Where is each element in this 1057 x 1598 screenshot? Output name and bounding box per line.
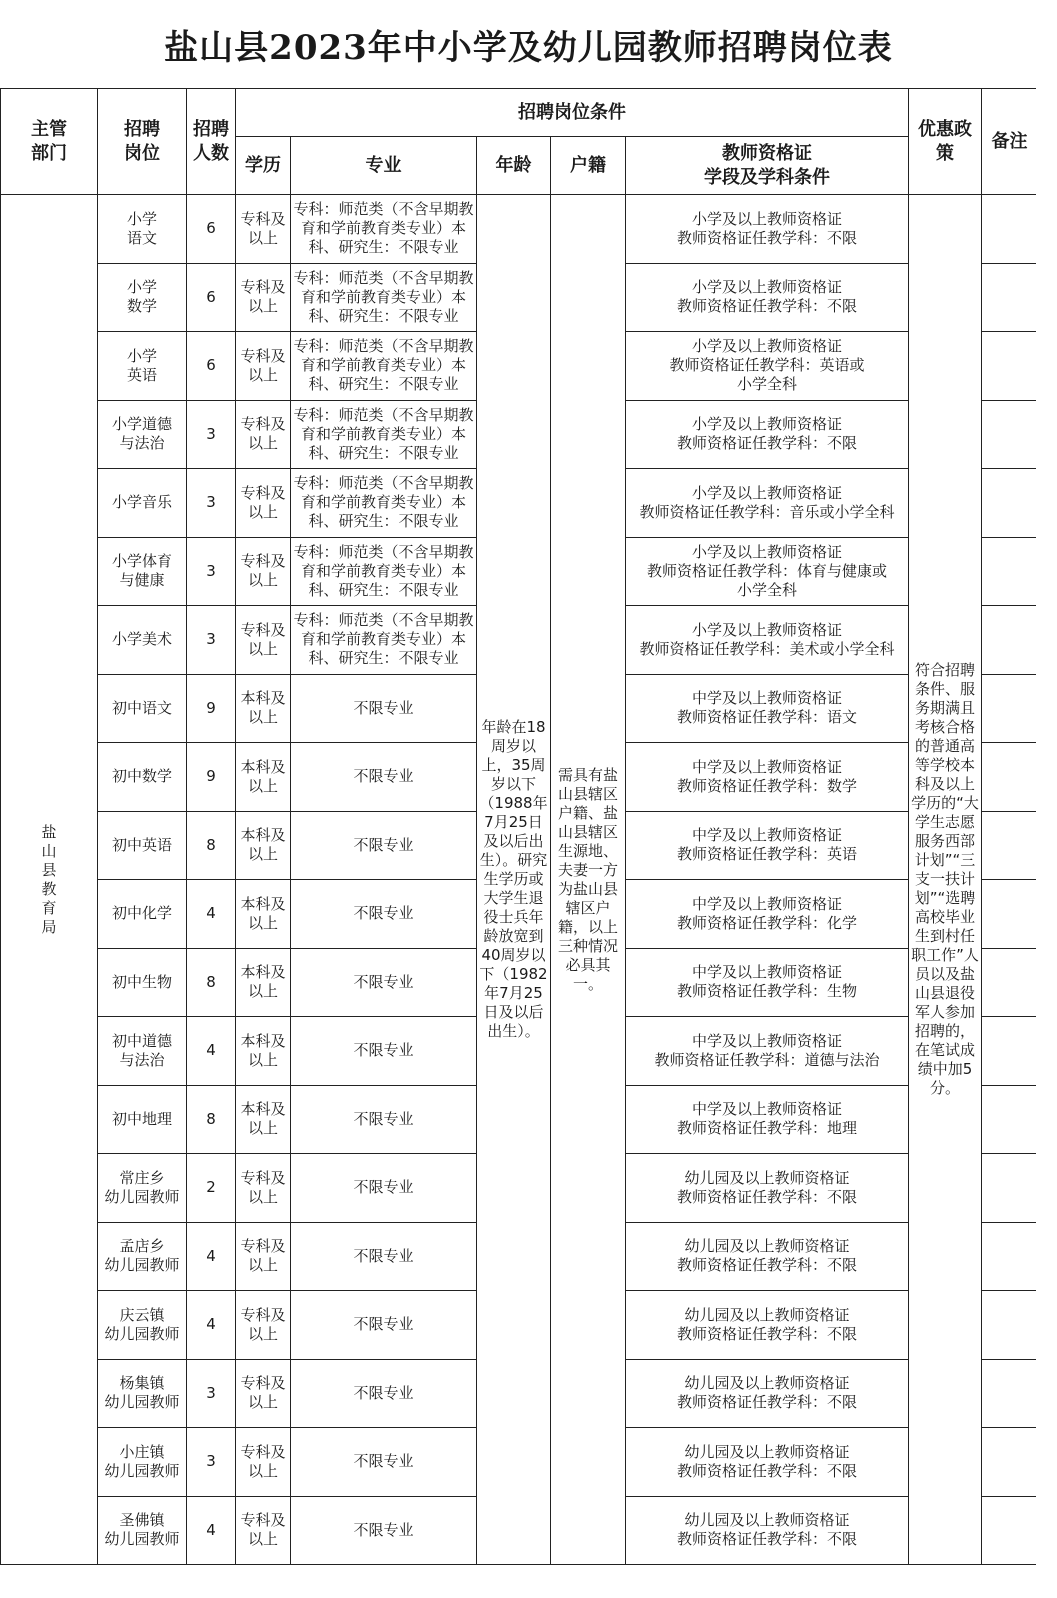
header-count: 招聘 人数 (187, 89, 236, 195)
certificate-cell: 幼儿园及以上教师资格证 教师资格证任教学科：不限 (626, 1154, 909, 1223)
note-cell (982, 1291, 1038, 1360)
education-cell: 专科及 以上 (236, 195, 291, 264)
count-cell: 6 (187, 195, 236, 264)
table-row (1, 195, 1038, 264)
header-preferential-policy: 优惠政 策 (909, 89, 982, 195)
note-cell (982, 606, 1038, 675)
major-cell: 专科：师范类（不含早期教育和学前教育类专业）本科、研究生：不限专业 (291, 332, 477, 401)
count-cell: 3 (187, 400, 236, 469)
count-cell: 4 (187, 1222, 236, 1291)
department-cell: 盐 山 县 教 育 局 (1, 195, 98, 1565)
count-cell: 2 (187, 1154, 236, 1223)
count-cell: 8 (187, 1085, 236, 1154)
note-cell (982, 811, 1038, 880)
major-cell: 专科：师范类（不含早期教育和学前教育类专业）本科、研究生：不限专业 (291, 606, 477, 675)
note-cell (982, 1085, 1038, 1154)
count-cell: 6 (187, 332, 236, 401)
header-note: 备注 (982, 89, 1038, 195)
major-cell: 不限专业 (291, 1291, 477, 1360)
count-cell: 8 (187, 811, 236, 880)
major-cell: 不限专业 (291, 1017, 477, 1086)
certificate-cell: 小学及以上教师资格证 教师资格证任教学科：不限 (626, 263, 909, 332)
position-cell: 初中英语 (98, 811, 187, 880)
position-cell: 初中数学 (98, 743, 187, 812)
major-cell: 不限专业 (291, 1428, 477, 1497)
position-cell: 小庄镇 幼儿园教师 (98, 1428, 187, 1497)
preferential-policy-cell: 符合招聘条件、服务期满且考核合格的普通高等学校本科及以上学历的“大学生志愿服务西部计划”“三支一扶计划”“选聘高校毕业生到村任职工作”人员以及盐山县退役军人参加招聘的，在笔试成绩中加5分。 (909, 195, 982, 1565)
education-cell: 专科及 以上 (236, 1222, 291, 1291)
education-cell: 本科及 以上 (236, 1017, 291, 1086)
education-cell: 专科及 以上 (236, 1291, 291, 1360)
page-title: 盐山县2023年中小学及幼儿园教师招聘岗位表 (164, 27, 893, 68)
major-cell: 不限专业 (291, 1154, 477, 1223)
count-cell: 8 (187, 948, 236, 1017)
certificate-cell: 中学及以上教师资格证 教师资格证任教学科：地理 (626, 1085, 909, 1154)
note-cell (982, 332, 1038, 401)
count-cell: 4 (187, 1017, 236, 1086)
position-cell: 小学道德 与法治 (98, 400, 187, 469)
certificate-cell: 中学及以上教师资格证 教师资格证任教学科：英语 (626, 811, 909, 880)
header-position: 招聘 岗位 (98, 89, 187, 195)
certificate-cell: 幼儿园及以上教师资格证 教师资格证任教学科：不限 (626, 1222, 909, 1291)
header-major: 专业 (291, 137, 477, 195)
position-cell: 常庄乡 幼儿园教师 (98, 1154, 187, 1223)
position-cell: 小学 数学 (98, 263, 187, 332)
count-cell: 9 (187, 674, 236, 743)
major-cell: 不限专业 (291, 948, 477, 1017)
certificate-cell: 小学及以上教师资格证 教师资格证任教学科：体育与健康或 小学全科 (626, 537, 909, 606)
position-cell: 小学美术 (98, 606, 187, 675)
note-cell (982, 1154, 1038, 1223)
position-cell: 圣佛镇 幼儿园教师 (98, 1496, 187, 1565)
certificate-cell: 小学及以上教师资格证 教师资格证任教学科：英语或 小学全科 (626, 332, 909, 401)
major-cell: 不限专业 (291, 811, 477, 880)
certificate-cell: 中学及以上教师资格证 教师资格证任教学科：化学 (626, 880, 909, 949)
major-cell: 专科：师范类（不含早期教育和学前教育类专业）本科、研究生：不限专业 (291, 400, 477, 469)
recruitment-table (0, 88, 1038, 1565)
education-cell: 本科及 以上 (236, 674, 291, 743)
certificate-cell: 中学及以上教师资格证 教师资格证任教学科：生物 (626, 948, 909, 1017)
count-cell: 4 (187, 1291, 236, 1360)
position-cell: 小学 语文 (98, 195, 187, 264)
header-education: 学历 (236, 137, 291, 195)
note-cell (982, 948, 1038, 1017)
major-cell: 不限专业 (291, 1496, 477, 1565)
count-cell: 3 (187, 1359, 236, 1428)
right-margin (1036, 88, 1057, 1598)
certificate-cell: 小学及以上教师资格证 教师资格证任教学科：美术或小学全科 (626, 606, 909, 675)
certificate-cell: 幼儿园及以上教师资格证 教师资格证任教学科：不限 (626, 1359, 909, 1428)
note-cell (982, 400, 1038, 469)
certificate-cell: 小学及以上教师资格证 教师资格证任教学科：不限 (626, 400, 909, 469)
position-cell: 孟店乡 幼儿园教师 (98, 1222, 187, 1291)
note-cell (982, 1359, 1038, 1428)
note-cell (982, 743, 1038, 812)
education-cell: 专科及 以上 (236, 400, 291, 469)
position-cell: 小学 英语 (98, 332, 187, 401)
note-cell (982, 195, 1038, 264)
position-cell: 初中生物 (98, 948, 187, 1017)
header-conditions: 招聘岗位条件 (236, 89, 909, 137)
major-cell: 专科：师范类（不含早期教育和学前教育类专业）本科、研究生：不限专业 (291, 469, 477, 538)
major-cell: 专科：师范类（不含早期教育和学前教育类专业）本科、研究生：不限专业 (291, 195, 477, 264)
count-cell: 3 (187, 469, 236, 538)
note-cell (982, 1017, 1038, 1086)
education-cell: 专科及 以上 (236, 1359, 291, 1428)
certificate-cell: 幼儿园及以上教师资格证 教师资格证任教学科：不限 (626, 1291, 909, 1360)
major-cell: 不限专业 (291, 880, 477, 949)
major-cell: 不限专业 (291, 674, 477, 743)
count-cell: 3 (187, 537, 236, 606)
education-cell: 专科及 以上 (236, 263, 291, 332)
header-dept: 主管 部门 (1, 89, 98, 195)
certificate-cell: 小学及以上教师资格证 教师资格证任教学科：音乐或小学全科 (626, 469, 909, 538)
header-age: 年龄 (477, 137, 551, 195)
certificate-cell: 小学及以上教师资格证 教师资格证任教学科：不限 (626, 195, 909, 264)
count-cell: 9 (187, 743, 236, 812)
certificate-cell: 中学及以上教师资格证 教师资格证任教学科：道德与法治 (626, 1017, 909, 1086)
note-cell (982, 469, 1038, 538)
certificate-cell: 幼儿园及以上教师资格证 教师资格证任教学科：不限 (626, 1496, 909, 1565)
count-cell: 4 (187, 880, 236, 949)
position-cell: 初中语文 (98, 674, 187, 743)
note-cell (982, 263, 1038, 332)
note-cell (982, 674, 1038, 743)
certificate-cell: 幼儿园及以上教师资格证 教师资格证任教学科：不限 (626, 1428, 909, 1497)
education-cell: 专科及 以上 (236, 469, 291, 538)
position-cell: 庆云镇 幼儿园教师 (98, 1291, 187, 1360)
note-cell (982, 1428, 1038, 1497)
education-cell: 本科及 以上 (236, 743, 291, 812)
note-cell (982, 537, 1038, 606)
education-cell: 本科及 以上 (236, 1085, 291, 1154)
position-cell: 杨集镇 幼儿园教师 (98, 1359, 187, 1428)
household-cell: 需具有盐山县辖区户籍、盐山县辖区生源地、夫妻一方为盐山县辖区户籍，以上三种情况必具其一。 (551, 195, 626, 1565)
education-cell: 本科及 以上 (236, 811, 291, 880)
position-cell: 小学音乐 (98, 469, 187, 538)
education-cell: 本科及 以上 (236, 880, 291, 949)
education-cell: 专科及 以上 (236, 1154, 291, 1223)
position-cell: 初中道德 与法治 (98, 1017, 187, 1086)
education-cell: 专科及 以上 (236, 332, 291, 401)
education-cell: 专科及 以上 (236, 606, 291, 675)
certificate-cell: 中学及以上教师资格证 教师资格证任教学科：语文 (626, 674, 909, 743)
position-cell: 初中地理 (98, 1085, 187, 1154)
major-cell: 不限专业 (291, 1085, 477, 1154)
education-cell: 专科及 以上 (236, 1496, 291, 1565)
major-cell: 专科：师范类（不含早期教育和学前教育类专业）本科、研究生：不限专业 (291, 263, 477, 332)
age-cell: 年龄在18周岁以上，35周岁以下（1988年7月25日及以后出生）。研究生学历或大学生退役士兵年龄放宽到40周岁以下（1982年7月25日及以后出生）。 (477, 195, 551, 1565)
note-cell (982, 1222, 1038, 1291)
count-cell: 3 (187, 1428, 236, 1497)
position-cell: 小学体育 与健康 (98, 537, 187, 606)
note-cell (982, 1496, 1038, 1565)
count-cell: 4 (187, 1496, 236, 1565)
education-cell: 专科及 以上 (236, 1428, 291, 1497)
certificate-cell: 中学及以上教师资格证 教师资格证任教学科：数学 (626, 743, 909, 812)
major-cell: 不限专业 (291, 1359, 477, 1428)
major-cell: 不限专业 (291, 1222, 477, 1291)
major-cell: 不限专业 (291, 743, 477, 812)
note-cell (982, 880, 1038, 949)
count-cell: 3 (187, 606, 236, 675)
education-cell: 本科及 以上 (236, 948, 291, 1017)
count-cell: 6 (187, 263, 236, 332)
header-certificate: 教师资格证 学段及学科条件 (626, 137, 909, 195)
education-cell: 专科及 以上 (236, 537, 291, 606)
position-cell: 初中化学 (98, 880, 187, 949)
major-cell: 专科：师范类（不含早期教育和学前教育类专业）本科、研究生：不限专业 (291, 537, 477, 606)
header-household: 户籍 (551, 137, 626, 195)
